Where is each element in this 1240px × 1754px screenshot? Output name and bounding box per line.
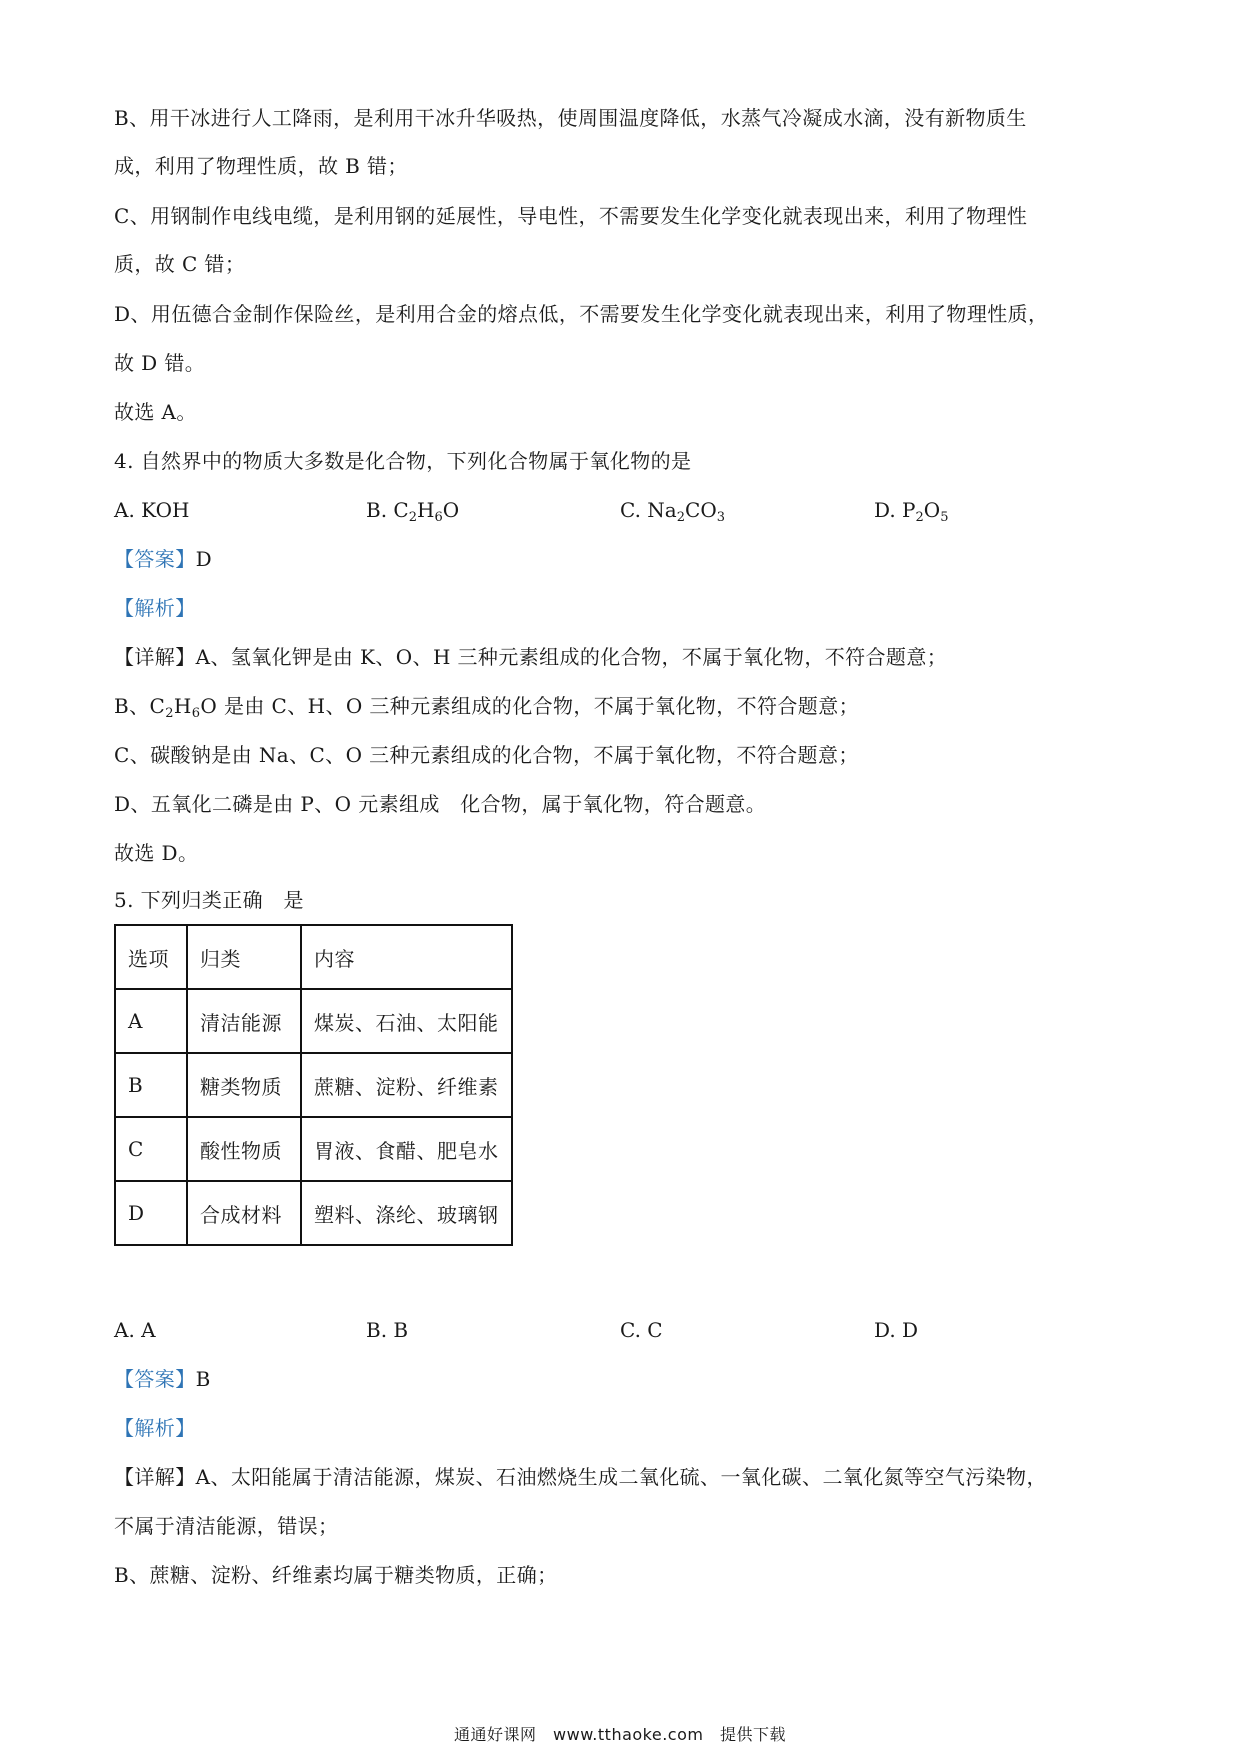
text-line: 故选 A。 [114, 400, 197, 424]
classification-table [114, 924, 513, 1246]
table-cell: 煤炭、石油、太阳能 [301, 989, 512, 1053]
answer-value: B [195, 1367, 211, 1391]
table-cell: D [115, 1181, 187, 1245]
detail-line: 【详解】A、太阳能属于清洁能源，煤炭、石油燃烧生成二氧化硫、一氧化碳、二氧化氮等空气污染物， [114, 1465, 1047, 1489]
table-row [115, 1053, 512, 1117]
option-c: C. $Na_2CO_3$ [620, 498, 725, 525]
table-header-row [115, 925, 512, 989]
table-cell: 清洁能源 [187, 989, 301, 1053]
answer-line [114, 1365, 211, 1393]
table-header-cell: 内容 [301, 925, 512, 989]
table-row [115, 1181, 512, 1245]
question-4-stem: 4. 自然界中的物质大多数是化合物，下列化合物属于氧化物的是 [114, 449, 692, 473]
table-cell: 酸性物质 [187, 1117, 301, 1181]
analysis-tag: 【解析】 [114, 1416, 196, 1440]
option-a: A. KOH [114, 498, 190, 522]
detail-line: 不属于清洁能源，错误； [114, 1514, 339, 1538]
detail-line: B、$C_2H_6O$ 是由 C、H、O 三种元素组成的化合物，不属于氧化物，不符合题意； [114, 694, 859, 721]
text-line: B、用干冰进行人工降雨，是利用干冰升华吸热，使周围温度降低，水蒸气冷凝成水滴，没有新物质生 [114, 106, 1027, 130]
detail-line: B、蔗糖、淀粉、纤维素均属于糖类物质，正确； [114, 1563, 558, 1587]
answer-tag: 【答案】 [114, 1367, 196, 1391]
table-cell: 胃液、食醋、肥皂水 [301, 1117, 512, 1181]
option-d: D. D [874, 1318, 919, 1342]
answer-value: D [195, 547, 213, 571]
table-cell: 蔗糖、淀粉、纤维素 [301, 1053, 512, 1117]
question-5-stem: 5. 下列归类正确 是 [114, 888, 304, 912]
text-line: 质，故 C 错； [114, 252, 246, 276]
answer-line [114, 545, 212, 573]
table-row [115, 989, 512, 1053]
option-d: D. $P_2O_5$ [874, 498, 949, 525]
table-cell: 糖类物质 [187, 1053, 301, 1117]
analysis-tag: 【解析】 [114, 596, 196, 620]
text-line: 成，利用了物理性质，故 B 错； [114, 154, 408, 178]
table-cell: B [115, 1053, 187, 1117]
detail-line: D、五氧化二磷是由 P、O 元素组成 化合物，属于氧化物，符合题意。 [114, 792, 767, 816]
table-header-cell: 选项 [115, 925, 187, 989]
detail-line: 【详解】A、氢氧化钾是由 K、O、H 三种元素组成的化合物，不属于氧化物，不符合题意； [114, 645, 948, 669]
detail-line: 故选 D。 [114, 841, 199, 865]
question-5-options [114, 1316, 1014, 1344]
table-row [115, 1117, 512, 1181]
text-line: D、用伍德合金制作保险丝，是利用合金的熔点低，不需要发生化学变化就表现出来，利用了物理性质， [114, 302, 1049, 326]
question-4-options [114, 496, 1014, 524]
option-b: B. $C_2H_6O$ [366, 498, 460, 525]
option-c: C. C [620, 1318, 663, 1342]
table-cell: 合成材料 [187, 1181, 301, 1245]
option-a: A. A [114, 1318, 156, 1342]
text-line: 故 D 错。 [114, 351, 206, 375]
table-cell: 塑料、涤纶、玻璃钢 [301, 1181, 512, 1245]
page-footer: 通通好课网 www.tthaoke.com 提供下载 [454, 1725, 786, 1744]
text-line: C、用钢制作电线电缆，是利用钢的延展性，导电性，不需要发生化学变化就表现出来，利用了物理性 [114, 204, 1028, 228]
table-cell: A [115, 989, 187, 1053]
option-b: B. B [366, 1318, 409, 1342]
detail-line: C、碳酸钠是由 Na、C、O 三种元素组成的化合物，不属于氧化物，不符合题意； [114, 743, 859, 767]
table-header-cell: 归类 [187, 925, 301, 989]
answer-tag: 【答案】 [114, 547, 196, 571]
table-cell: C [115, 1117, 187, 1181]
